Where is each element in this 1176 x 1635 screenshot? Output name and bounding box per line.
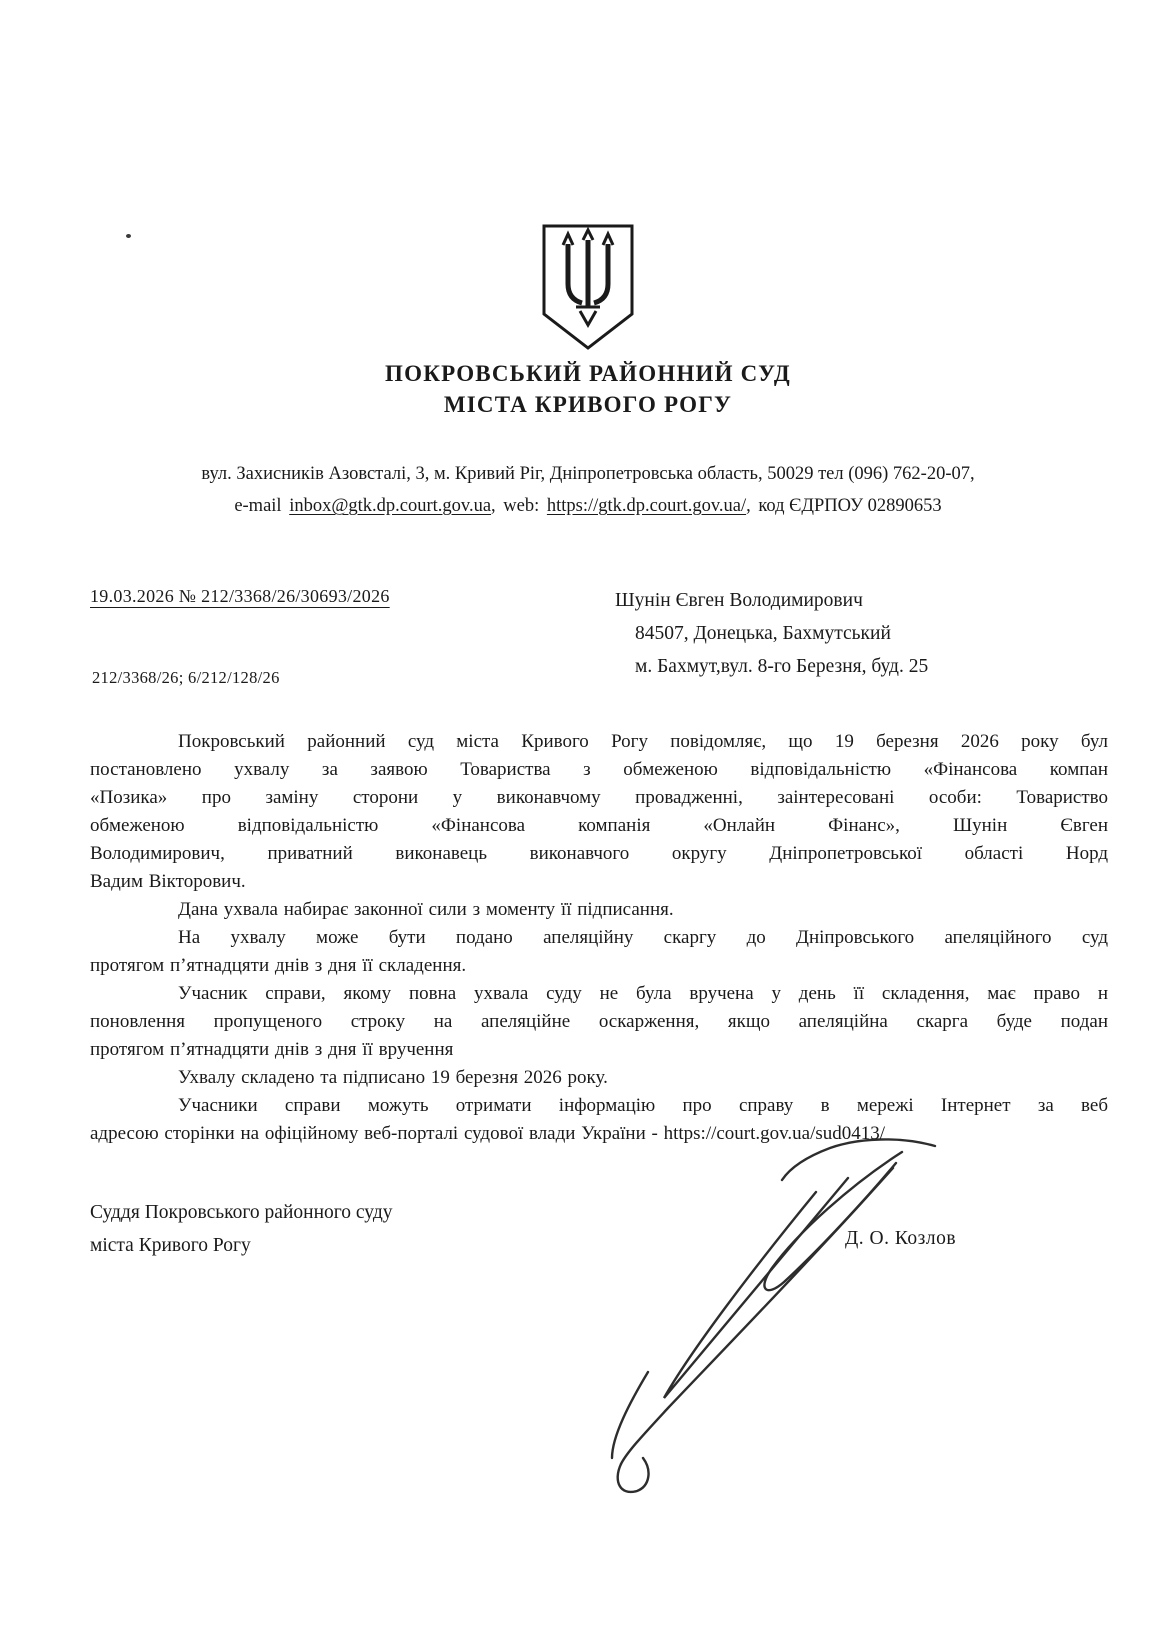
recipient-address-line1: 84507, Донецька, Бахмутський	[635, 623, 891, 644]
court-name	[0, 358, 1176, 420]
judge-title-line2: міста Кривого Рогу	[90, 1235, 251, 1256]
ukraine-trident-icon	[538, 222, 638, 354]
recipient-name: Шунін Євген Володимирович	[615, 590, 863, 611]
body-line: протягом п’ятнадцяти днів з дня її складення.	[90, 955, 467, 976]
email-link[interactable]: inbox@gtk.dp.court.gov.ua	[289, 496, 492, 516]
body-line: протягом п’ятнадцяти днів з дня її вручення	[90, 1039, 454, 1060]
separator: ,	[491, 496, 496, 516]
court-contact-line	[88, 490, 1088, 522]
body-line: Вадим Вікторович.	[90, 871, 246, 892]
body-line: адресою сторінки на офіційному веб-порталі судової влади України - https://court.gov.ua/sud0413/	[90, 1123, 886, 1144]
body-line: обмеженою відповідальністю «Фінансова компанія «Онлайн Фінанс», Шунін Євген	[90, 815, 1108, 836]
body-line: Учасники справи можуть отримати інформацію про справу в мережі Інтернет за веб	[178, 1095, 1108, 1116]
body-line: «Позика» про заміну сторони у виконавчому провадженні, заінтересовані особи: Товариство	[90, 787, 1108, 808]
scan-artifact-dot	[126, 234, 131, 238]
email-label: e-mail	[234, 496, 282, 516]
web-link[interactable]: https://gtk.dp.court.gov.ua/	[546, 496, 747, 516]
body-paragraphs	[90, 728, 1108, 1148]
body-line: Володимирович, приватний виконавець виконавчого округу Дніпропетровської області Норд	[90, 843, 1108, 864]
body-line: Дана ухвала набирає законної сили з моменту її підписання.	[178, 899, 674, 920]
judge-title-line1: Суддя Покровського районного суду	[90, 1202, 393, 1223]
body-line: Ухвалу складено та підписано 19 березня 2026 року.	[178, 1067, 608, 1088]
body-line: Учасник справи, якому повна ухвала суду не була вручена у день її складення, має право н	[178, 983, 1108, 1004]
body-line: постановлено ухвалу за заявою Товариства з обмеженою відповідальністю «Фінансова компан	[90, 759, 1108, 780]
body-line: Покровський районний суд міста Кривого Рогу повідомляє, що 19 березня 2026 року бул	[178, 731, 1108, 752]
body-line: поновлення пропущеного строку на апеляційне оскарження, якщо апеляційна скарга буде подан	[90, 1011, 1108, 1032]
judge-name: Д. О. Козлов	[845, 1228, 957, 1249]
recipient-address-line2: м. Бахмут,вул. 8-го Березня, буд. 25	[635, 656, 929, 677]
court-contacts	[88, 458, 1088, 522]
court-name-line1: ПОКРОВСЬКИЙ РАЙОННИЙ СУД	[385, 361, 791, 386]
judge-title-block	[90, 1196, 393, 1262]
body-line: На ухвалу може бути подано апеляційну скаргу до Дніпровського апеляційного суд	[178, 927, 1108, 948]
court-name-line2: МІСТА КРИВОГО РОГУ	[443, 392, 733, 417]
case-numbers: 212/3368/26; 6/212/128/26	[92, 668, 280, 687]
web-label: web:	[503, 496, 540, 516]
separator: ,	[746, 496, 751, 516]
outgoing-reference-number: 19.03.2026 № 212/3368/26/30693/2026	[90, 586, 390, 606]
court-address-line: вул. Захисників Азовсталі, 3, м. Кривий Ріг, Дніпропетровська область, 50029 тел (096) 762-20-07,	[201, 464, 975, 484]
edrpou-code: код ЄДРПОУ 02890653	[758, 496, 942, 516]
recipient-block	[615, 584, 928, 683]
coat-of-arms-emblem	[538, 222, 638, 359]
